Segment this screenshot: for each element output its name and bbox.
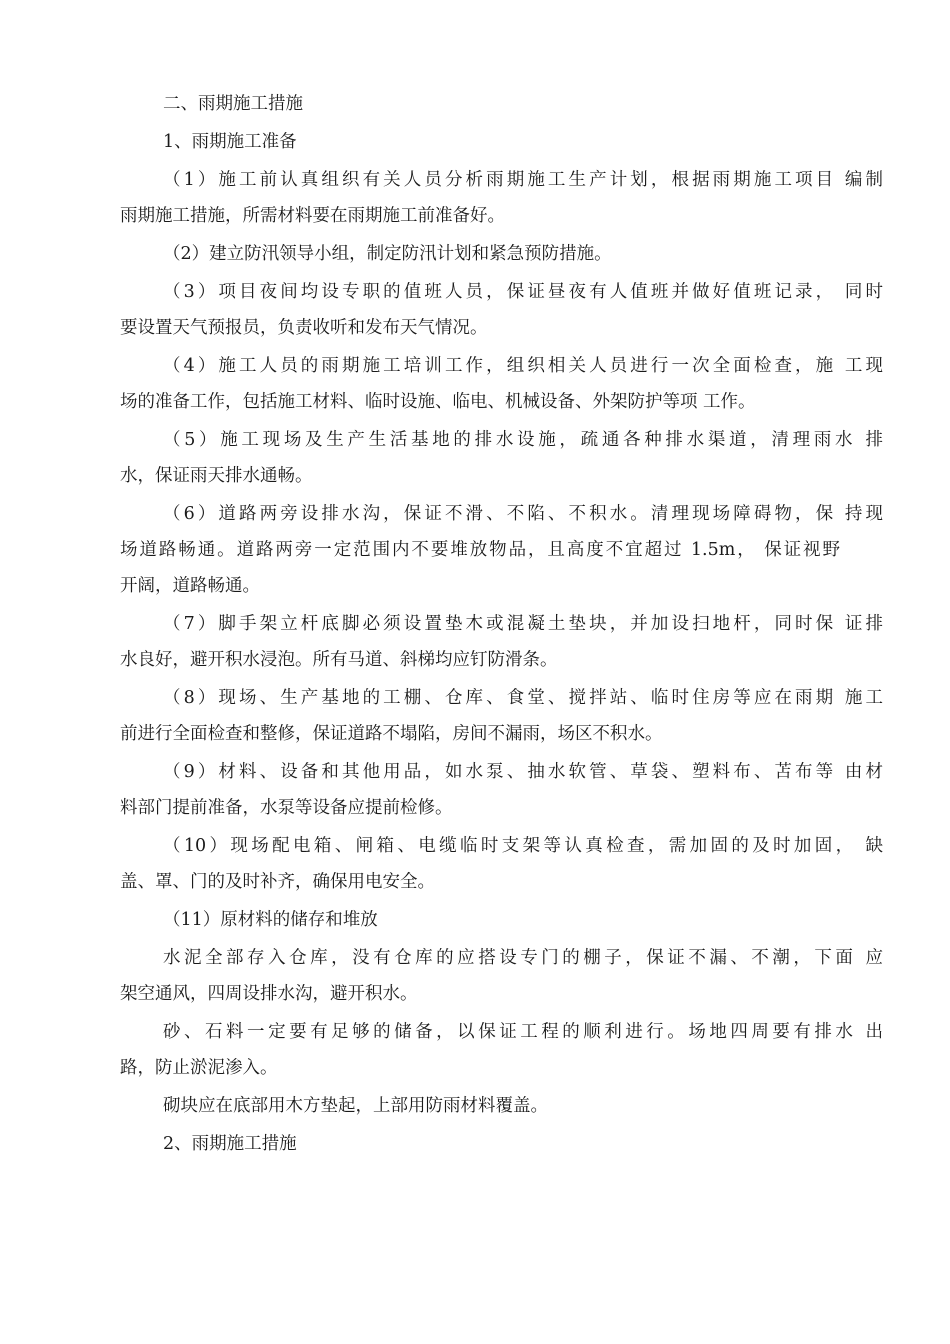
section-heading: 二、雨期施工措施 bbox=[163, 94, 303, 114]
paragraph-line: （7）脚手架立杆底脚必须设置垫木或混凝土垫块，并加设扫地杆，同时保 证排 bbox=[163, 614, 883, 634]
paragraph-line: 场的准备工作，包括施工材料、临时设施、临电、机械设备、外架防护等项 工作。 bbox=[120, 392, 756, 412]
paragraph-line: 盖、罩、门的及时补齐，确保用电安全。 bbox=[120, 872, 435, 892]
paragraph-line: 前进行全面检查和整修，保证道路不塌陷，房间不漏雨，场区不积水。 bbox=[120, 724, 663, 744]
paragraph-line: （10）现场配电箱、闸箱、电缆临时支架等认真检查，需加固的及时加固， 缺 bbox=[163, 836, 883, 856]
paragraph-line: （8）现场、生产基地的工棚、仓库、食堂、搅拌站、临时住房等应在雨期 施工 bbox=[163, 688, 883, 708]
paragraph-line: （9）材料、设备和其他用品，如水泵、抽水软管、草袋、塑料布、苫布等 由材 bbox=[163, 762, 883, 782]
paragraph-line: （1）施工前认真组织有关人员分析雨期施工生产计划，根据雨期施工项目 编制 bbox=[163, 170, 883, 190]
paragraph-line: （2）建立防汛领导小组，制定防汛计划和紧急预防措施。 bbox=[163, 244, 612, 264]
paragraph-line: （3）项目夜间均设专职的值班人员，保证昼夜有人值班并做好值班记录， 同时 bbox=[163, 282, 883, 302]
paragraph-line: 开阔，道路畅通。 bbox=[120, 576, 260, 596]
paragraph-line: 路，防止淤泥渗入。 bbox=[120, 1058, 278, 1078]
paragraph-line: 砌块应在底部用木方垫起，上部用防雨材料覆盖。 bbox=[163, 1096, 548, 1116]
subsection-heading: 2、雨期施工措施 bbox=[163, 1134, 297, 1154]
paragraph-line: 场道路畅通。道路两旁一定范围内不要堆放物品，且高度不宜超过 1.5m， 保证视野 bbox=[120, 540, 840, 560]
paragraph-line: 料部门提前准备，水泵等设备应提前检修。 bbox=[120, 798, 453, 818]
paragraph-line: （11）原材料的储存和堆放 bbox=[163, 910, 378, 930]
paragraph-line: 架空通风，四周设排水沟，避开积水。 bbox=[120, 984, 418, 1004]
subsection-heading: 1、雨期施工准备 bbox=[163, 132, 297, 152]
paragraph-line: （5）施工现场及生产生活基地的排水设施，疏通各种排水渠道，清理雨水 排 bbox=[163, 430, 883, 450]
paragraph-line: 水良好，避开积水浸泡。所有马道、斜梯均应钉防滑条。 bbox=[120, 650, 558, 670]
paragraph-line: （4）施工人员的雨期施工培训工作，组织相关人员进行一次全面检查，施 工现 bbox=[163, 356, 883, 376]
paragraph-line: 水，保证雨天排水通畅。 bbox=[120, 466, 313, 486]
paragraph-line: 砂、石料一定要有足够的储备，以保证工程的顺利进行。场地四周要有排水 出 bbox=[163, 1022, 883, 1042]
paragraph-line: 雨期施工措施，所需材料要在雨期施工前准备好。 bbox=[120, 206, 505, 226]
paragraph-line: 要设置天气预报员，负责收听和发布天气情况。 bbox=[120, 318, 488, 338]
paragraph-line: （6）道路两旁设排水沟，保证不滑、不陷、不积水。清理现场障碍物，保 持现 bbox=[163, 504, 883, 524]
document-body bbox=[120, 86, 883, 1162]
paragraph-line: 水泥全部存入仓库，没有仓库的应搭设专门的棚子，保证不漏、不潮，下面 应 bbox=[163, 948, 883, 968]
